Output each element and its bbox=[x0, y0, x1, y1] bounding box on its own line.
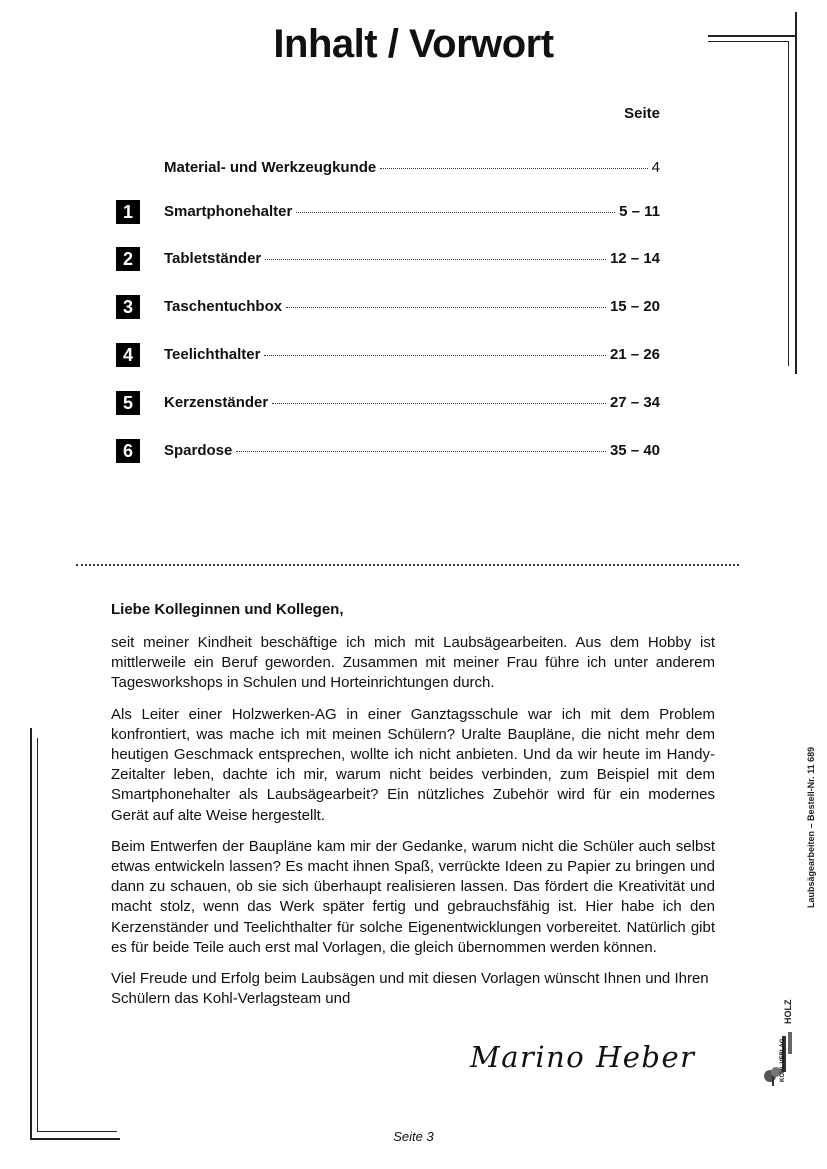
toc-entry-pages: 5 – 11 bbox=[619, 203, 660, 220]
publisher-name: KOHL VERLAG bbox=[780, 1038, 786, 1082]
toc-entry-pages: 12 – 14 bbox=[609, 250, 660, 267]
frame-line-right-inner bbox=[788, 41, 789, 366]
toc-leader-dots bbox=[265, 259, 606, 260]
toc-entry[interactable] bbox=[116, 295, 660, 319]
toc-entry-label: Smartphonehalter bbox=[164, 203, 293, 220]
toc-entry-label: Spardose bbox=[164, 442, 233, 459]
preface-greeting: Liebe Kolleginnen und Kollegen, bbox=[111, 601, 344, 618]
toc-leader-dots bbox=[296, 212, 615, 213]
toc-entry-pages: 27 – 34 bbox=[609, 394, 660, 411]
toc-entry[interactable] bbox=[116, 200, 660, 224]
toc-entry-pages: 4 bbox=[651, 159, 660, 176]
toc-leader-dots bbox=[264, 355, 606, 356]
toc-number-badge: 1 bbox=[116, 200, 140, 224]
sidebar-subject: HOLZ bbox=[783, 999, 793, 1024]
preface-paragraph: seit meiner Kindheit beschäftige ich mich mit Laubsägearbeiten. Aus dem Hobby ist mittlerweile ein Beruf geworden. Zusammen mit meiner Frau führe ich unter anderem Tagesworkshops in Schulen und Horteinrichtungen durch. bbox=[111, 634, 715, 692]
sidebar-order-number: Bestell-Nr. 11 689 bbox=[806, 746, 816, 821]
toc-leader-dots bbox=[272, 403, 606, 404]
frame-line-left bbox=[30, 728, 32, 1140]
section-divider bbox=[76, 564, 739, 566]
toc-leader-dots bbox=[380, 168, 647, 169]
preface-paragraph: Viel Freude und Erfolg beim Laubsägen und mit diesen Vorlagen wünscht Ihnen und Ihren Schülern das Kohl-Verlagsteam und bbox=[111, 970, 709, 1008]
toc-leader-dots bbox=[286, 307, 606, 308]
toc-number-badge: 5 bbox=[116, 391, 140, 415]
sidebar-product-info: Laubsägearbeiten – Bestell-Nr. 11 689 bbox=[806, 746, 816, 908]
toc-entry-label: Teelichthalter bbox=[164, 346, 261, 363]
toc-entry-pages: 35 – 40 bbox=[609, 442, 660, 459]
author-signature: Marino Heber bbox=[470, 1040, 696, 1074]
toc-entry-pages: 21 – 26 bbox=[609, 346, 660, 363]
toc-entry-label: Tabletständer bbox=[164, 250, 262, 267]
preface-paragraph: Beim Entwerfen der Baupläne kam mir der Gedanke, warum nicht die Schüler auch selbst etwas entwickeln lassen? Es macht ihnen Spaß, verrückte Ideen zu Papier zu bringen und dann zu schauen, ob sie sich überhaupt realisieren lassen. Das fördert die Kreativität und macht stolz, wenn das Werk später fertig und gebrauchsfähig ist. Hier habe ich den Kerzenständer und Teelichthalter für solche Eigenentwicklungen vorbereitet. Natürlich gibt es für beide Teile auch erst mal Vorlagen, die gleich übernommen werden können. bbox=[111, 837, 715, 956]
toc-entry[interactable] bbox=[116, 247, 660, 271]
toc-entry-label: Taschentuchbox bbox=[164, 298, 283, 315]
page-title: Inhalt / Vorwort bbox=[273, 22, 554, 66]
toc-entry[interactable] bbox=[116, 391, 660, 415]
publisher-logo bbox=[760, 1028, 794, 1088]
preface-body bbox=[111, 633, 715, 1020]
toc-number-badge: 6 bbox=[116, 439, 140, 463]
tree-logo-icon bbox=[760, 1028, 794, 1088]
toc-entry-pages: 15 – 20 bbox=[609, 298, 660, 315]
sidebar-title: Laubsägearbeiten bbox=[806, 830, 816, 908]
toc-leader-dots bbox=[236, 451, 606, 452]
page-footer: Seite 3 bbox=[393, 1129, 434, 1144]
toc-entry-label: Kerzenständer bbox=[164, 394, 269, 411]
toc-entry[interactable] bbox=[116, 439, 660, 463]
toc-entry[interactable] bbox=[116, 156, 660, 180]
toc-entry[interactable] bbox=[116, 343, 660, 367]
toc-seite-heading: Seite bbox=[624, 105, 660, 122]
toc-number-badge: 3 bbox=[116, 295, 140, 319]
frame-line-left-inner bbox=[37, 738, 38, 1132]
toc-number-badge: 4 bbox=[116, 343, 140, 367]
toc-entry-label: Material- und Werkzeugkunde bbox=[164, 159, 377, 176]
toc-number-badge: 2 bbox=[116, 247, 140, 271]
preface-paragraph: Als Leiter einer Holzwerken-AG in einer Ganztagsschule war ich mit dem Problem konfrontiert, was mache ich mit meinen Schülern? Uralte Baupläne, die nicht mehr dem heutigen Geschmack entsprechen, wollte ich nicht anbieten. Und da wir heute im Handy-Zeitalter leben, dachte ich mir, warum nicht beides verbinden, zum Beispiel mit dem Smartphonehalter als Laubsägearbeit? Ein nützliches Zubehör wird für ein modernes Gerät auf alte Weise hergestellt. bbox=[111, 705, 715, 824]
